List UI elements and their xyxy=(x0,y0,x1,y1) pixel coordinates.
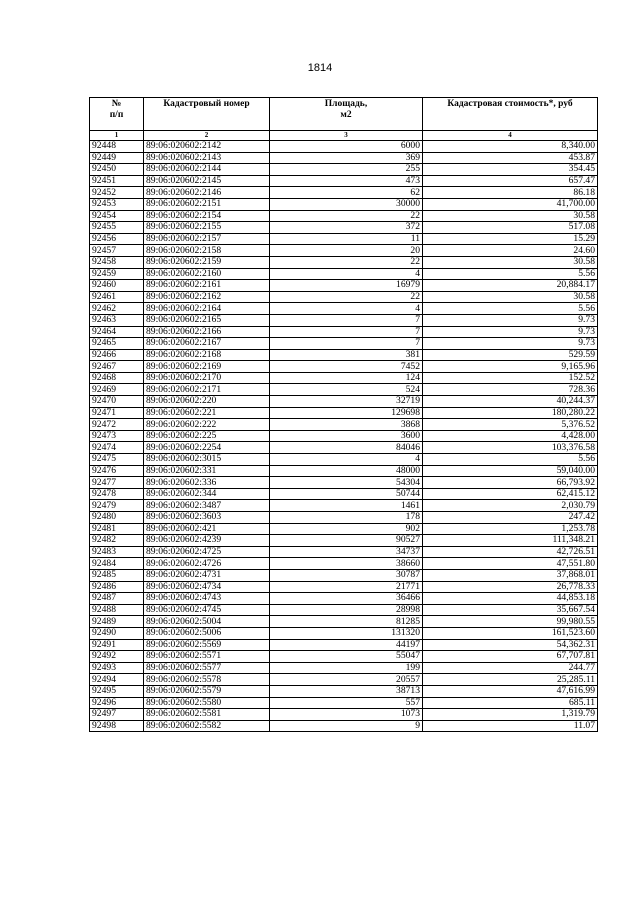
cadastral-number-cell: 89:06:020602:2164 xyxy=(144,303,270,315)
row-number-cell: 92466 xyxy=(90,349,144,361)
cadastral-cost-cell: 30.58 xyxy=(423,291,598,303)
area-cell: 3600 xyxy=(270,430,423,442)
table-row xyxy=(90,477,598,489)
cadastral-cost-cell: 42,726.51 xyxy=(423,546,598,558)
cadastral-cost-cell: 8,340.00 xyxy=(423,141,598,153)
area-cell: 81285 xyxy=(270,616,423,628)
row-number-cell: 92471 xyxy=(90,407,144,419)
cadastral-cost-cell: 111,348.21 xyxy=(423,535,598,547)
cadastral-cost-cell: 529.59 xyxy=(423,349,598,361)
cadastral-number-cell: 89:06:020602:2171 xyxy=(144,384,270,396)
row-number-cell: 92487 xyxy=(90,593,144,605)
row-number-cell: 92457 xyxy=(90,245,144,257)
table-row xyxy=(90,396,598,408)
cadastral-cost-cell: 152.52 xyxy=(423,372,598,384)
cadastral-number-cell: 89:06:020602:421 xyxy=(144,523,270,535)
cadastral-cost-cell: 86.18 xyxy=(423,187,598,199)
table-row xyxy=(90,558,598,570)
cadastral-cost-cell: 244.77 xyxy=(423,662,598,674)
table-row xyxy=(90,616,598,628)
table-row xyxy=(90,500,598,512)
area-cell: 16979 xyxy=(270,280,423,292)
cadastral-number-cell: 89:06:020602:2142 xyxy=(144,141,270,153)
cadastral-number-cell: 89:06:020602:3487 xyxy=(144,500,270,512)
cadastral-cost-cell: 41,700.00 xyxy=(423,198,598,210)
row-number-cell: 92469 xyxy=(90,384,144,396)
table-row xyxy=(90,697,598,709)
row-number-cell: 92484 xyxy=(90,558,144,570)
cadastral-number-cell: 89:06:020602:5578 xyxy=(144,674,270,686)
cadastral-number-cell: 89:06:020602:2154 xyxy=(144,210,270,222)
area-cell: 124 xyxy=(270,372,423,384)
table-row xyxy=(90,407,598,419)
table-row xyxy=(90,569,598,581)
cadastral-number-cell: 89:06:020602:2168 xyxy=(144,349,270,361)
cadastral-cost-cell: 11.07 xyxy=(423,720,598,732)
cadastral-cost-cell: 9.73 xyxy=(423,314,598,326)
row-number-cell: 92461 xyxy=(90,291,144,303)
area-cell: 32719 xyxy=(270,396,423,408)
cadastral-number-cell: 89:06:020602:222 xyxy=(144,419,270,431)
row-number-cell: 92498 xyxy=(90,720,144,732)
table-row xyxy=(90,465,598,477)
cadastral-cost-cell: 1,253.78 xyxy=(423,523,598,535)
table-row xyxy=(90,720,598,732)
table-row xyxy=(90,430,598,442)
cadastral-number-cell: 89:06:020602:2170 xyxy=(144,372,270,384)
cadastral-number-cell: 89:06:020602:2160 xyxy=(144,268,270,280)
row-number-cell: 92488 xyxy=(90,604,144,616)
cadastral-cost-cell: 67,707.81 xyxy=(423,651,598,663)
row-number-cell: 92455 xyxy=(90,222,144,234)
area-cell: 48000 xyxy=(270,465,423,477)
area-cell: 55047 xyxy=(270,651,423,663)
cadastral-cost-cell: 1,319.79 xyxy=(423,709,598,721)
row-number-cell: 92464 xyxy=(90,326,144,338)
cadastral-cost-cell: 180,280.22 xyxy=(423,407,598,419)
area-cell: 62 xyxy=(270,187,423,199)
cadastral-cost-cell: 59,040.00 xyxy=(423,465,598,477)
cadastral-cost-cell: 728.36 xyxy=(423,384,598,396)
cadastral-cost-cell: 103,376.58 xyxy=(423,442,598,454)
area-cell: 4 xyxy=(270,454,423,466)
cadastral-number-cell: 89:06:020602:5579 xyxy=(144,685,270,697)
cadastral-cost-cell: 40,244.37 xyxy=(423,396,598,408)
table-row xyxy=(90,535,598,547)
area-cell: 129698 xyxy=(270,407,423,419)
row-number-cell: 92465 xyxy=(90,338,144,350)
row-number-cell: 92490 xyxy=(90,627,144,639)
row-number-cell: 92451 xyxy=(90,175,144,187)
row-number-cell: 92452 xyxy=(90,187,144,199)
cadastral-cost-cell: 161,523.60 xyxy=(423,627,598,639)
area-cell: 54304 xyxy=(270,477,423,489)
row-number-cell: 92448 xyxy=(90,141,144,153)
cadastral-number-cell: 89:06:020602:4731 xyxy=(144,569,270,581)
cadastral-number-cell: 89:06:020602:2166 xyxy=(144,326,270,338)
cadastral-cost-cell: 685.11 xyxy=(423,697,598,709)
cadastral-number-cell: 89:06:020602:4239 xyxy=(144,535,270,547)
area-cell: 36466 xyxy=(270,593,423,605)
area-cell: 84046 xyxy=(270,442,423,454)
cadastral-number-cell: 89:06:020602:5006 xyxy=(144,627,270,639)
area-cell: 30787 xyxy=(270,569,423,581)
table-row xyxy=(90,546,598,558)
cadastral-number-cell: 89:06:020602:220 xyxy=(144,396,270,408)
area-cell: 22 xyxy=(270,256,423,268)
cadastral-number-cell: 89:06:020602:2146 xyxy=(144,187,270,199)
area-cell: 369 xyxy=(270,152,423,164)
area-cell: 6000 xyxy=(270,141,423,153)
table-row xyxy=(90,280,598,292)
area-cell: 34737 xyxy=(270,546,423,558)
row-number-cell: 92454 xyxy=(90,210,144,222)
row-number-cell: 92449 xyxy=(90,152,144,164)
cadastral-number-cell: 89:06:020602:336 xyxy=(144,477,270,489)
cadastral-number-cell: 89:06:020602:2145 xyxy=(144,175,270,187)
area-cell: 902 xyxy=(270,523,423,535)
table-row xyxy=(90,662,598,674)
table-row xyxy=(90,326,598,338)
row-number-cell: 92485 xyxy=(90,569,144,581)
cadastral-number-cell: 89:06:020602:2144 xyxy=(144,164,270,176)
area-cell: 131320 xyxy=(270,627,423,639)
row-number-cell: 92473 xyxy=(90,430,144,442)
area-cell: 20 xyxy=(270,245,423,257)
cadastral-cost-cell: 15.29 xyxy=(423,233,598,245)
table-row xyxy=(90,303,598,315)
table-row xyxy=(90,256,598,268)
cadastral-cost-cell: 37,868.01 xyxy=(423,569,598,581)
table-row xyxy=(90,210,598,222)
cadastral-number-cell: 89:06:020602:4725 xyxy=(144,546,270,558)
cadastral-number-cell: 89:06:020602:2158 xyxy=(144,245,270,257)
cadastral-number-cell: 89:06:020602:5569 xyxy=(144,639,270,651)
row-number-cell: 92482 xyxy=(90,535,144,547)
table-row xyxy=(90,245,598,257)
row-number-cell: 92453 xyxy=(90,198,144,210)
column-number-3: 3 xyxy=(270,131,423,141)
row-number-cell: 92463 xyxy=(90,314,144,326)
cadastral-cost-cell: 5.56 xyxy=(423,454,598,466)
cadastral-cost-cell: 20,884.17 xyxy=(423,280,598,292)
header-line: Площадь, xyxy=(324,99,368,109)
area-cell: 7 xyxy=(270,314,423,326)
header-line: Кадастровый номер xyxy=(163,99,250,109)
cadastral-cost-cell: 354.45 xyxy=(423,164,598,176)
table-row xyxy=(90,709,598,721)
cadastral-number-cell: 89:06:020602:4734 xyxy=(144,581,270,593)
area-cell: 4 xyxy=(270,268,423,280)
cadastral-cost-cell: 99,980.55 xyxy=(423,616,598,628)
cadastral-number-cell: 89:06:020602:3015 xyxy=(144,454,270,466)
cadastral-cost-cell: 9.73 xyxy=(423,338,598,350)
row-number-cell: 92479 xyxy=(90,500,144,512)
row-number-cell: 92460 xyxy=(90,280,144,292)
cadastral-number-cell: 89:06:020602:2161 xyxy=(144,280,270,292)
row-number-cell: 92474 xyxy=(90,442,144,454)
area-cell: 7452 xyxy=(270,361,423,373)
cadastral-value-table xyxy=(89,97,598,732)
cadastral-number-cell: 89:06:020602:5571 xyxy=(144,651,270,663)
row-number-cell: 92467 xyxy=(90,361,144,373)
cadastral-number-cell: 89:06:020602:5577 xyxy=(144,662,270,674)
area-cell: 473 xyxy=(270,175,423,187)
row-number-cell: 92486 xyxy=(90,581,144,593)
cadastral-cost-cell: 657.47 xyxy=(423,175,598,187)
page-number: 1814 xyxy=(307,62,333,74)
table-row xyxy=(90,384,598,396)
area-cell: 381 xyxy=(270,349,423,361)
row-number-cell: 92472 xyxy=(90,419,144,431)
cadastral-cost-cell: 247.42 xyxy=(423,512,598,524)
cadastral-number-cell: 89:06:020602:5581 xyxy=(144,709,270,721)
area-cell: 90527 xyxy=(270,535,423,547)
cadastral-cost-cell: 24.60 xyxy=(423,245,598,257)
table-row xyxy=(90,674,598,686)
cadastral-cost-cell: 54,362.31 xyxy=(423,639,598,651)
cadastral-number-cell: 89:06:020602:4743 xyxy=(144,593,270,605)
column-number-4: 4 xyxy=(423,131,598,141)
table-row xyxy=(90,141,598,153)
table-row xyxy=(90,198,598,210)
cadastral-cost-cell: 47,551.80 xyxy=(423,558,598,570)
table-row xyxy=(90,593,598,605)
table-row xyxy=(90,488,598,500)
area-cell: 4 xyxy=(270,303,423,315)
header-cadastral-cost xyxy=(423,98,598,131)
table-row xyxy=(90,512,598,524)
row-number-cell: 92481 xyxy=(90,523,144,535)
cadastral-cost-cell: 35,667.54 xyxy=(423,604,598,616)
cadastral-number-cell: 89:06:020602:331 xyxy=(144,465,270,477)
table-row xyxy=(90,349,598,361)
cadastral-cost-cell: 517.08 xyxy=(423,222,598,234)
row-number-cell: 92475 xyxy=(90,454,144,466)
header-line: п/п xyxy=(109,110,124,120)
row-number-cell: 92462 xyxy=(90,303,144,315)
cadastral-number-cell: 89:06:020602:4745 xyxy=(144,604,270,616)
area-cell: 199 xyxy=(270,662,423,674)
cadastral-cost-cell: 47,616.99 xyxy=(423,685,598,697)
cadastral-number-cell: 89:06:020602:5004 xyxy=(144,616,270,628)
cadastral-cost-cell: 26,778.33 xyxy=(423,581,598,593)
area-cell: 28998 xyxy=(270,604,423,616)
area-cell: 38660 xyxy=(270,558,423,570)
area-cell: 524 xyxy=(270,384,423,396)
row-number-cell: 92480 xyxy=(90,512,144,524)
row-number-cell: 92477 xyxy=(90,477,144,489)
header-cadastral-number xyxy=(144,98,270,131)
cadastral-cost-cell: 62,415.12 xyxy=(423,488,598,500)
header-line: м2 xyxy=(340,110,352,120)
cadastral-number-cell: 89:06:020602:2155 xyxy=(144,222,270,234)
cadastral-number-cell: 89:06:020602:221 xyxy=(144,407,270,419)
row-number-cell: 92497 xyxy=(90,709,144,721)
header-row-number xyxy=(90,98,144,131)
table-row xyxy=(90,419,598,431)
table-row xyxy=(90,291,598,303)
row-number-cell: 92494 xyxy=(90,674,144,686)
cadastral-number-cell: 89:06:020602:2165 xyxy=(144,314,270,326)
cadastral-number-cell: 89:06:020602:2169 xyxy=(144,361,270,373)
cadastral-number-cell: 89:06:020602:2167 xyxy=(144,338,270,350)
row-number-cell: 92459 xyxy=(90,268,144,280)
row-number-cell: 92476 xyxy=(90,465,144,477)
row-number-cell: 92493 xyxy=(90,662,144,674)
table-row xyxy=(90,361,598,373)
table-header-row xyxy=(90,98,598,131)
table-row xyxy=(90,222,598,234)
table-row xyxy=(90,523,598,535)
table-row xyxy=(90,314,598,326)
table-row xyxy=(90,454,598,466)
cadastral-cost-cell: 2,030.79 xyxy=(423,500,598,512)
area-cell: 30000 xyxy=(270,198,423,210)
area-cell: 7 xyxy=(270,326,423,338)
cadastral-cost-cell: 5,376.52 xyxy=(423,419,598,431)
cadastral-cost-cell: 4,428.00 xyxy=(423,430,598,442)
cadastral-cost-cell: 66,793.92 xyxy=(423,477,598,489)
table-row xyxy=(90,338,598,350)
area-cell: 50744 xyxy=(270,488,423,500)
cadastral-number-cell: 89:06:020602:5582 xyxy=(144,720,270,732)
header-line: Кадастровая стоимость*, руб xyxy=(447,99,573,109)
column-number-row xyxy=(90,131,598,141)
area-cell: 11 xyxy=(270,233,423,245)
cadastral-cost-cell: 453.87 xyxy=(423,152,598,164)
table-row xyxy=(90,627,598,639)
cadastral-cost-cell: 44,853.18 xyxy=(423,593,598,605)
table-row xyxy=(90,604,598,616)
row-number-cell: 92458 xyxy=(90,256,144,268)
area-cell: 178 xyxy=(270,512,423,524)
cadastral-cost-cell: 30.58 xyxy=(423,210,598,222)
row-number-cell: 92468 xyxy=(90,372,144,384)
area-cell: 557 xyxy=(270,697,423,709)
cadastral-cost-cell: 5.56 xyxy=(423,268,598,280)
column-number-2: 2 xyxy=(144,131,270,141)
cadastral-number-cell: 89:06:020602:2254 xyxy=(144,442,270,454)
area-cell: 1461 xyxy=(270,500,423,512)
table-row xyxy=(90,639,598,651)
table-body xyxy=(90,141,598,732)
area-cell: 22 xyxy=(270,210,423,222)
row-number-cell: 92496 xyxy=(90,697,144,709)
area-cell: 21771 xyxy=(270,581,423,593)
cadastral-cost-cell: 9,165.96 xyxy=(423,361,598,373)
table-row xyxy=(90,187,598,199)
cadastral-cost-cell: 9.73 xyxy=(423,326,598,338)
row-number-cell: 92450 xyxy=(90,164,144,176)
table-row xyxy=(90,175,598,187)
table-row xyxy=(90,651,598,663)
area-cell: 255 xyxy=(270,164,423,176)
row-number-cell: 92456 xyxy=(90,233,144,245)
row-number-cell: 92470 xyxy=(90,396,144,408)
table-row xyxy=(90,152,598,164)
cadastral-cost-cell: 5.56 xyxy=(423,303,598,315)
cadastral-number-cell: 89:06:020602:4726 xyxy=(144,558,270,570)
cadastral-number-cell: 89:06:020602:2143 xyxy=(144,152,270,164)
row-number-cell: 92495 xyxy=(90,685,144,697)
cadastral-number-cell: 89:06:020602:2159 xyxy=(144,256,270,268)
row-number-cell: 92491 xyxy=(90,639,144,651)
row-number-cell: 92478 xyxy=(90,488,144,500)
cadastral-number-cell: 89:06:020602:225 xyxy=(144,430,270,442)
cadastral-number-cell: 89:06:020602:5580 xyxy=(144,697,270,709)
table-row xyxy=(90,685,598,697)
cadastral-cost-cell: 25,285.11 xyxy=(423,674,598,686)
row-number-cell: 92492 xyxy=(90,651,144,663)
header-area xyxy=(270,98,423,131)
area-cell: 9 xyxy=(270,720,423,732)
table-row xyxy=(90,233,598,245)
header-line: № xyxy=(111,99,122,109)
cadastral-cost-cell: 30.58 xyxy=(423,256,598,268)
table-row xyxy=(90,442,598,454)
cadastral-number-cell: 89:06:020602:344 xyxy=(144,488,270,500)
table-row xyxy=(90,372,598,384)
cadastral-number-cell: 89:06:020602:3603 xyxy=(144,512,270,524)
area-cell: 3868 xyxy=(270,419,423,431)
column-number-1: 1 xyxy=(90,131,144,141)
area-cell: 38713 xyxy=(270,685,423,697)
cadastral-number-cell: 89:06:020602:2157 xyxy=(144,233,270,245)
area-cell: 20557 xyxy=(270,674,423,686)
area-cell: 1073 xyxy=(270,709,423,721)
row-number-cell: 92489 xyxy=(90,616,144,628)
area-cell: 7 xyxy=(270,338,423,350)
row-number-cell: 92483 xyxy=(90,546,144,558)
table-row xyxy=(90,164,598,176)
area-cell: 22 xyxy=(270,291,423,303)
cadastral-number-cell: 89:06:020602:2162 xyxy=(144,291,270,303)
table-row xyxy=(90,268,598,280)
area-cell: 372 xyxy=(270,222,423,234)
table-row xyxy=(90,581,598,593)
cadastral-number-cell: 89:06:020602:2151 xyxy=(144,198,270,210)
area-cell: 44197 xyxy=(270,639,423,651)
